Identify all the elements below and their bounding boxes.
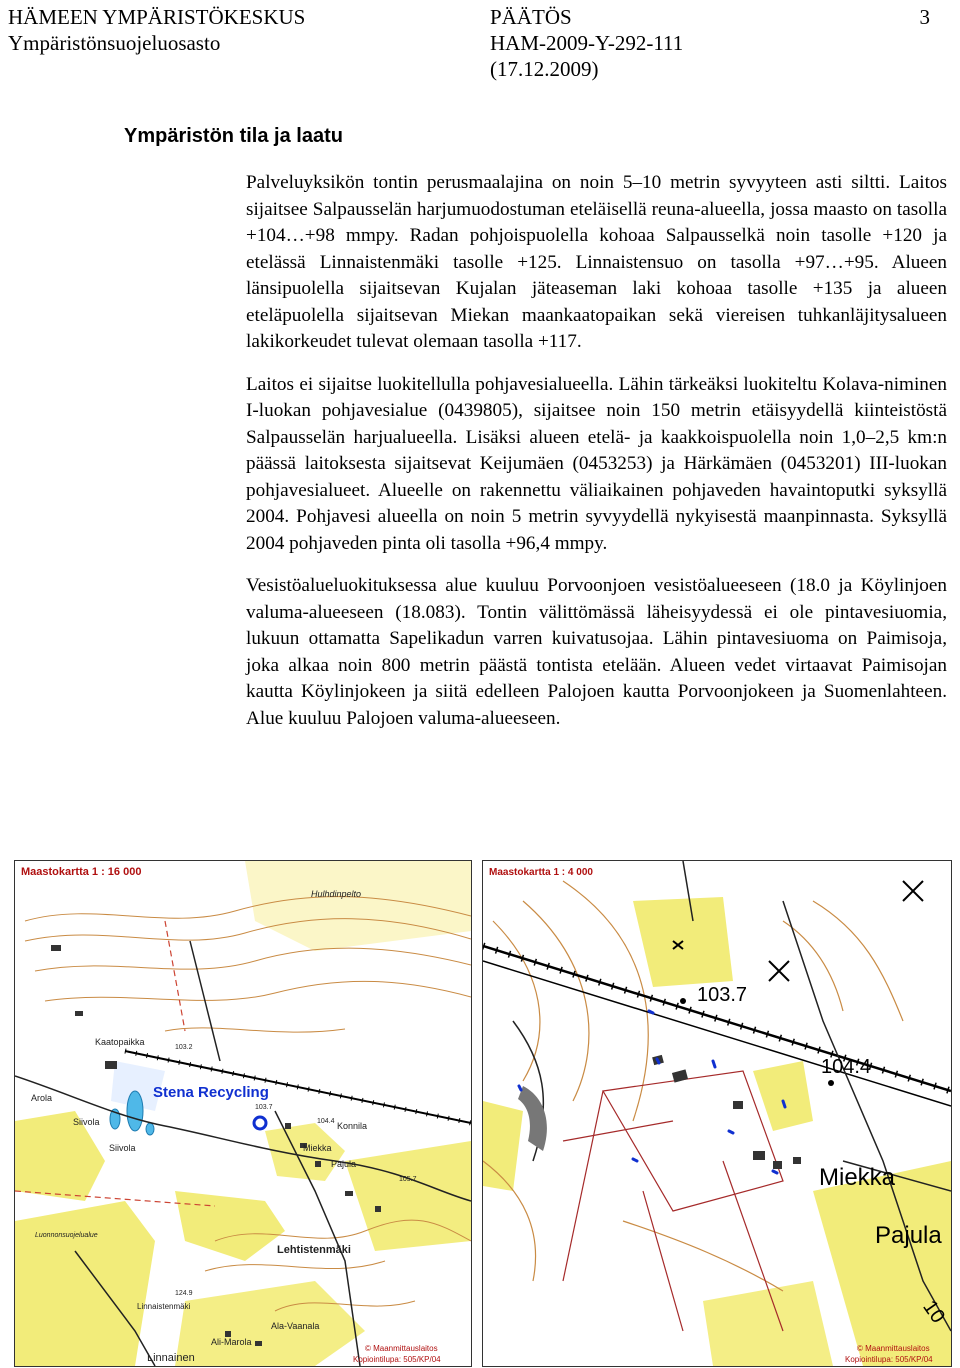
map-detail-image	[483, 861, 951, 1366]
map-left-label-pajula: Pajula	[331, 1159, 357, 1169]
header-doc-id: HAM-2009-Y-292-111	[490, 31, 684, 55]
map-left-height-1249: 124.9	[175, 1290, 193, 1297]
map-left-label-konnila: Konnila	[337, 1121, 368, 1131]
map-right-height-1044: 104.4	[821, 1056, 872, 1078]
paragraph-groundwater: Laitos ei sijaitse luokitellulla pohjavesialueella. Lähin tärkeäksi luokiteltu Kolava-niminen I-luokan pohjavesialue (0439805), sijaitsee noin 150 metrin etäisyydellä kiinteistöstä Salpausselän harjualueella. Lisäksi alueen etelä- ja kaakkoispuolella noin 1,0–2,5 km:n päässä laitoksesta sijaitsevat Keijumäen (0453253) ja Härkämäen (0453201) III-luokan pohjavesialueet. Alueelle on rakennettu väliaikainen pohjaveden havaintoputki syksyllä 2004. Pohjavesi alueella on noin 5 metrin syvyydellä nykyisestä maanpinnasta. Syksyllä 2004 pohjaveden pinta oli tasolla +96,4 mmpy.	[246, 373, 947, 554]
map-right-license: Kopiointilupa: 505/KP/04	[845, 1355, 933, 1364]
map-left-height-1037: 103.7	[255, 1104, 273, 1111]
map-left-label-linnaistenmaki: Linnaistenmäki	[137, 1302, 191, 1311]
header-doc-type: PÄÄTÖS	[490, 5, 572, 29]
map-right-copyright: © Maanmittauslaitos	[857, 1344, 930, 1353]
body-text	[246, 170, 947, 748]
map-right-label-miekka: Miekka	[819, 1164, 896, 1191]
map-left-license: Kopiointilupa: 505/KP/04	[353, 1355, 441, 1364]
map-left-label-lehtistenmaki: Lehtistenmäki	[277, 1244, 351, 1256]
map-left-label-luonnonsuojelualue: Luonnonsuojelualue	[35, 1232, 98, 1239]
map-detail	[482, 860, 952, 1367]
map-left-label-hulhdinpelto: Hulhdinpelto	[311, 889, 362, 899]
map-left-label-linnainen: Linnainen	[147, 1352, 195, 1364]
header-org-block	[8, 4, 305, 56]
map-left-label-kaatopaikka: Kaatopaikka	[95, 1037, 145, 1047]
location-maps	[0, 860, 960, 1368]
map-left-label-ali-marola: Ali-Marola	[211, 1337, 252, 1347]
map-right-height-1037: 103.7	[697, 984, 748, 1006]
map-left-height-1057: 105.7	[399, 1176, 417, 1183]
map-left-height-1044: 104.4	[317, 1118, 335, 1125]
map-left-height-1032: 103.2	[175, 1044, 193, 1051]
section-heading: Ympäristön tila ja laatu	[124, 125, 343, 147]
paragraph-surface-water: Vesistöalueluokituksessa alue kuuluu Porvoonjoen vesistöalueeseen (18.0 ja Köylinjoen valuma-alueeseen (18.083). Tontin välittömässä läheisyydessä ei ole pintavesiuomia, lukuun ottamatta Sapelikadun varren kuivatusojaa. Lähin pintavesiuoma on Paimisoja, joka alkaa noin 800 metrin päästä tontista etelään. Alueen vedet virtaavat Paimisojan kautta Köylinjokeen ja siitä edelleen Palojoen kautta Porvoonjokeen ja Suomenlahteen. Alue kuuluu Palojoen valuma-alueeseen.	[246, 575, 947, 729]
paragraph-soil-terrain: Palveluyksikön tontin perusmaalajina on noin 5–10 metrin syvyyteen asti siltti. Laitos sijaitsee Salpausselän harjumuodostuman eteläisellä reuna-alueella, jossa maasto on tasolla +104…+98 mmpy. Radan pohjoispuolella kohoaa Salpausselkä noin tasolle +120 ja etelässä Linnaistenmäki tasolle +125. Linnaistensuo on tasolla +97…+95. Alueen länsipuolella sijaitsevan Kujalan jäteaseman laki kohoaa tasolle +135 ja alueen eteläpuolella sijaitsevan Miekan maankaatopaikan sekä viereisen tuhkanläjitysalueen lakikorkeudet tulevat olemaan tasolla +117.	[246, 172, 947, 352]
map-left-label-miekka: Miekka	[303, 1143, 332, 1153]
header-doc-date: (17.12.2009)	[490, 57, 599, 81]
page-number: 3	[919, 5, 930, 29]
header-doc-block	[490, 4, 683, 82]
map-overview-image	[15, 861, 471, 1366]
map-left-label-ala-vaanala: Ala-Vaanala	[271, 1321, 320, 1331]
map-left-label-arola: Arola	[31, 1093, 53, 1103]
map-right-label-pajula: Pajula	[875, 1222, 942, 1249]
header-org: HÄMEEN YMPÄRISTÖKESKUS	[8, 5, 306, 29]
map-left-highlight-label: Stena Recycling	[153, 1084, 269, 1101]
map-left-label-siivola-2: Siivola	[109, 1143, 136, 1153]
map-left-label-siivola: Siivola	[73, 1117, 100, 1127]
map-overview	[14, 860, 472, 1367]
header-unit: Ympäristönsuojeluosasto	[8, 31, 221, 55]
map-right-label-partial: 10	[918, 1296, 950, 1328]
map-left-copyright: © Maanmittauslaitos	[365, 1344, 438, 1353]
map-left-scale: Maastokartta 1 : 16 000	[21, 866, 142, 878]
map-right-scale: Maastokartta 1 : 4 000	[489, 867, 593, 878]
